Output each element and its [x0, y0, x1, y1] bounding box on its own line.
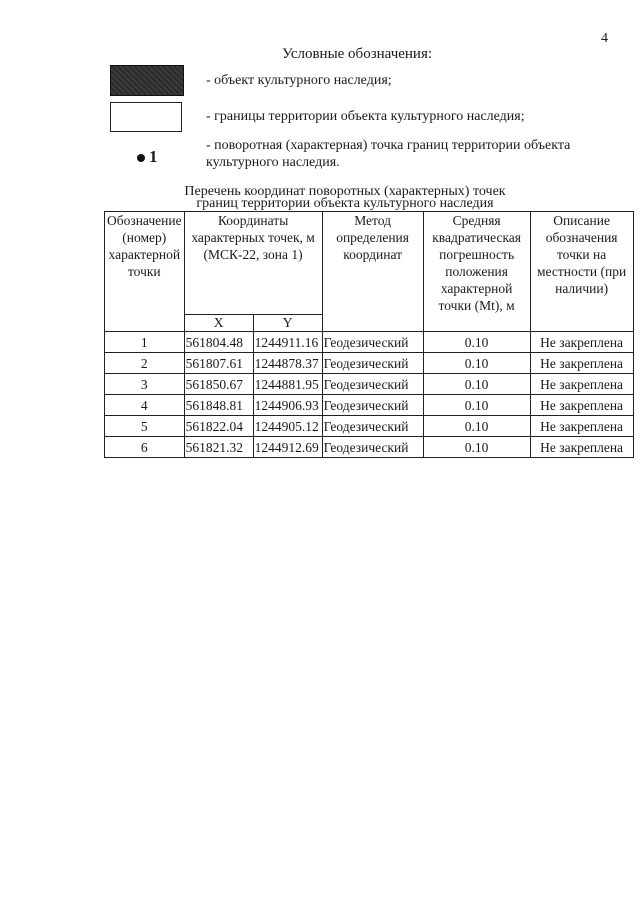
- cell-point-number: 2: [105, 353, 185, 374]
- table-title-line-1: Перечень координат поворотных (характерных) точек: [184, 184, 506, 199]
- table-row: [105, 416, 634, 437]
- legend-text-object: - объект культурного наследия;: [206, 73, 392, 88]
- cell-y: 1244881.95: [253, 374, 322, 395]
- cell-x: 561821.32: [184, 437, 253, 458]
- cell-point-number: 5: [105, 416, 185, 437]
- table-row: [105, 332, 634, 353]
- header-rmse: Средняя квадратическая погрешность положения характерной точки (Mt), м: [423, 212, 530, 332]
- header-x: X: [184, 315, 253, 332]
- header-description: Описание обозначения точки на местности (при наличии): [530, 212, 633, 332]
- cell-x: 561804.48: [184, 332, 253, 353]
- table-row: [105, 353, 634, 374]
- cell-point-number: 4: [105, 395, 185, 416]
- cell-description: Не закреплена: [530, 332, 633, 353]
- cell-rmse: 0.10: [423, 332, 530, 353]
- header-coordinates: Координаты характерных точек, м (МСК-22, зона 1): [184, 212, 322, 315]
- turning-point-symbol: [137, 147, 158, 167]
- cultural-heritage-object-swatch: [110, 65, 184, 96]
- cell-rmse: 0.10: [423, 416, 530, 437]
- cell-rmse: 0.10: [423, 374, 530, 395]
- point-symbol-label: 1: [149, 147, 158, 166]
- cell-method: Геодезический: [322, 437, 423, 458]
- coordinates-table: [104, 211, 634, 458]
- legend-text-point: - поворотная (характерная) точка границ территории объекта культурного наследия.: [206, 138, 571, 170]
- cell-rmse: 0.10: [423, 437, 530, 458]
- cell-point-number: 3: [105, 374, 185, 395]
- cell-y: 1244905.12: [253, 416, 322, 437]
- header-y: Y: [253, 315, 322, 332]
- cell-method: Геодезический: [322, 395, 423, 416]
- cell-x: 561822.04: [184, 416, 253, 437]
- cell-y: 1244906.93: [253, 395, 322, 416]
- cell-description: Не закреплена: [530, 374, 633, 395]
- cell-y: 1244912.69: [253, 437, 322, 458]
- territory-boundary-swatch: [110, 102, 182, 132]
- cell-x: 561848.81: [184, 395, 253, 416]
- cell-x: 561850.67: [184, 374, 253, 395]
- cell-rmse: 0.10: [423, 395, 530, 416]
- table-title-line-2: границ территории объекта культурного наследия: [196, 196, 494, 211]
- legend-text-boundary: - границы территории объекта культурного наследия;: [206, 109, 525, 124]
- cell-method: Геодезический: [322, 332, 423, 353]
- cell-point-number: 6: [105, 437, 185, 458]
- cell-y: 1244911.16: [253, 332, 322, 353]
- cell-method: Геодезический: [322, 416, 423, 437]
- header-point-number: Обозначение (номер) характерной точки: [105, 212, 185, 332]
- cell-description: Не закреплена: [530, 353, 633, 374]
- cell-point-number: 1: [105, 332, 185, 353]
- cell-description: Не закреплена: [530, 437, 633, 458]
- table-row: [105, 437, 634, 458]
- table-row: [105, 374, 634, 395]
- cell-rmse: 0.10: [423, 353, 530, 374]
- cell-method: Геодезический: [322, 353, 423, 374]
- table-row: [105, 395, 634, 416]
- page-number: 4: [601, 31, 608, 46]
- cell-x: 561807.61: [184, 353, 253, 374]
- point-dot-icon: [137, 154, 145, 162]
- cell-method: Геодезический: [322, 374, 423, 395]
- cell-description: Не закреплена: [530, 395, 633, 416]
- cell-y: 1244878.37: [253, 353, 322, 374]
- header-method: Метод определения координат: [322, 212, 423, 332]
- cell-description: Не закреплена: [530, 416, 633, 437]
- legend-title: Условные обозначения:: [282, 46, 433, 62]
